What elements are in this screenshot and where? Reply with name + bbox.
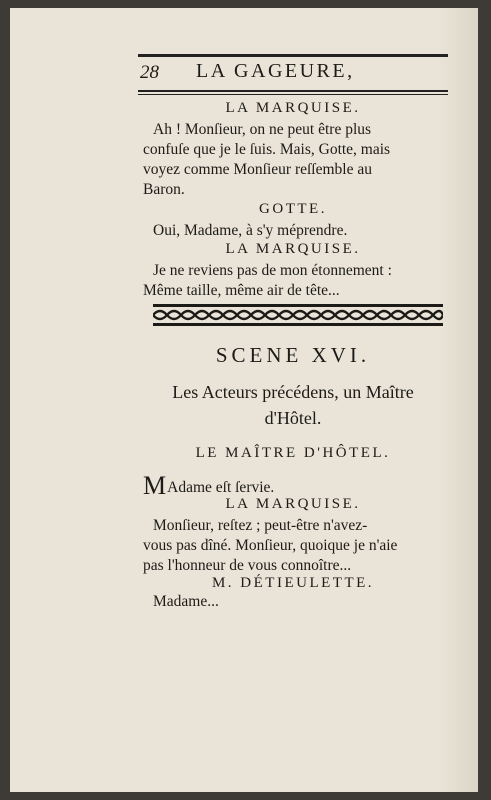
speaker-name: GOTTE. [259, 201, 327, 217]
page-number: 28 [140, 62, 159, 83]
dialogue-line: Madame... [153, 593, 219, 610]
dialogue-line: Même taille, même air de tête... [143, 282, 340, 299]
running-title: LA GAGEURE, [196, 60, 355, 82]
speaker-name: LA MARQUISE. [225, 100, 361, 116]
book-page [10, 8, 478, 792]
dialogue-line: Je ne reviens pas de mon étonnement : [153, 262, 392, 279]
dialogue-line: voyez comme Monſieur reſſemble au [143, 161, 372, 178]
drop-cap: M [143, 471, 167, 500]
dialogue-line: confuſe que je le ſuis. Mais, Gotte, mais [143, 141, 391, 158]
header-bottom-rule [138, 90, 448, 92]
scene-title: SCENE XVI. [215, 343, 371, 367]
header-bottom-rule-thin [138, 94, 448, 95]
dialogue-line: vous pas dîné. Monſieur, quoique je n'aie [143, 537, 398, 554]
speaker-name: LE MAÎTRE D'HÔTEL. [195, 445, 391, 461]
scene-description-line: d'Hôtel. [264, 408, 322, 428]
scene-description-line: Les Acteurs précédens, un Maître [172, 382, 414, 402]
speaker-name: LA MARQUISE. [225, 241, 361, 257]
header-top-rule [138, 54, 448, 57]
dialogue-line: Oui, Madame, à s'y méprendre. [153, 222, 348, 239]
ornament-band [153, 304, 443, 326]
dialogue-line-text: Adame eſt ſervie. [167, 479, 275, 496]
page-header [138, 60, 448, 88]
speaker-name: M. DÉTIEULETTE. [211, 575, 375, 591]
dialogue-line [143, 471, 443, 500]
dialogue-line: pas l'honneur de vous connoître... [143, 557, 352, 574]
dialogue-line: Ah ! Monſieur, on ne peut être plus [153, 121, 372, 138]
dialogue-line: Baron. [143, 181, 185, 198]
speaker-name: LA MARQUISE. [225, 496, 361, 512]
dialogue-line: Monſieur, reſtez ; peut-être n'avez- [153, 517, 368, 534]
